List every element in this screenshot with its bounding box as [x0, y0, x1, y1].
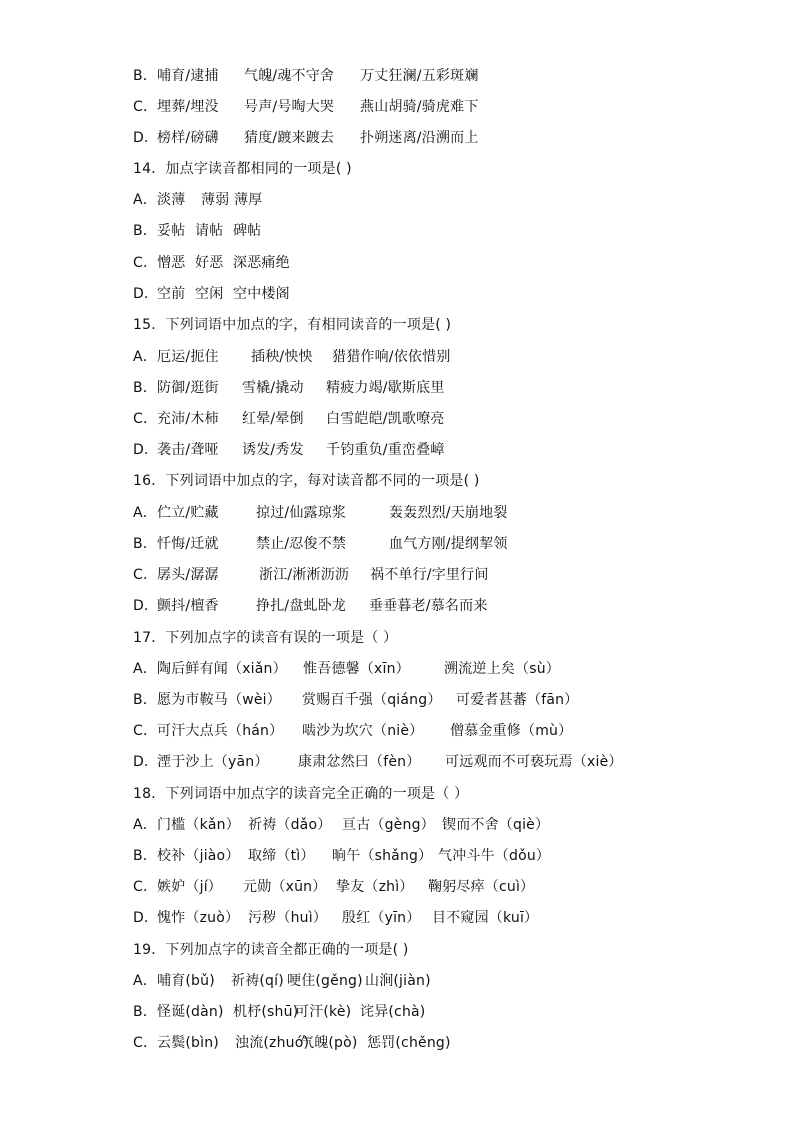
option-item: 防御/逛街: [157, 380, 219, 396]
option-item: 深恶痛绝: [233, 255, 290, 271]
option-item: 妥帖: [157, 223, 186, 239]
option-line: [133, 752, 623, 772]
option-label: C．: [133, 255, 158, 271]
option-line: [133, 409, 445, 429]
question-16: 16．下列词语中加点的字，每对读音都不同的一项是( ): [133, 473, 480, 489]
question-17: 17．下列加点字的读音有误的一项是（ ）: [133, 630, 398, 646]
option-line: [133, 440, 445, 460]
option-line: [133, 877, 535, 897]
option-line: [133, 253, 290, 273]
option-item: 榜样/磅礴: [157, 130, 219, 146]
option-label: D．: [133, 130, 159, 146]
option-item: 厄运/扼住: [157, 349, 219, 365]
question-18: 18．下列词语中加点字的读音完全正确的一项是（ ）: [133, 786, 469, 802]
option-line: [133, 503, 508, 523]
option-line: [133, 908, 539, 928]
option-label: B．: [133, 223, 158, 239]
option-item: 诱发/秀发: [242, 442, 304, 458]
option-label: C．: [133, 99, 158, 115]
option-item: 亘古（gèng）: [342, 817, 435, 833]
option-line: [133, 97, 479, 117]
option-item: 晌午（shǎng）: [332, 848, 433, 864]
option-label: D．: [133, 442, 159, 458]
option-item: 可汗大点兵（hán）: [157, 723, 284, 739]
option-item: 目不窥园（kuī）: [432, 910, 539, 926]
option-item: 请帖: [195, 223, 224, 239]
option-item: 取缔（tì）: [248, 848, 315, 864]
option-label: C．: [133, 723, 158, 739]
option-item: 袭击/聋哑: [157, 442, 219, 458]
option-label: B．: [133, 692, 158, 708]
option-label: C．: [133, 1035, 158, 1051]
option-item: 哽住(gěng): [287, 973, 363, 989]
option-item: 鞠躬尽瘁（cuì）: [428, 879, 535, 895]
option-item: 可汗(kè): [295, 1004, 352, 1020]
option-item: 惟吾德馨（xīn）: [303, 661, 410, 677]
option-item: 猎猎作响/依依惜别: [332, 349, 451, 365]
option-item: 怪诞(dàn): [157, 1004, 224, 1020]
option-item: 溯流逆上矣（sù）: [444, 661, 560, 677]
option-label: C．: [133, 567, 158, 583]
question-19: 19．下列加点字的读音全都正确的一项是( ): [133, 942, 409, 958]
option-item: 薄弱: [201, 192, 230, 208]
option-item: 祈祷（dǎo）: [248, 817, 332, 833]
option-label: B．: [133, 536, 158, 552]
option-label: D．: [133, 286, 159, 302]
option-item: 赏赐百千强（qiáng）: [302, 692, 442, 708]
option-line: [133, 846, 551, 866]
option-item: 哺育(bǔ): [157, 973, 215, 989]
option-item: 嫉妒（jí）: [157, 879, 222, 895]
option-item: 湮于沙上（yān）: [157, 754, 269, 770]
option-item: 啮沙为坎穴（niè）: [302, 723, 424, 739]
option-item: 康肃忿然曰（fèn）: [298, 754, 421, 770]
option-item: 诧异(chà): [360, 1004, 426, 1020]
option-line: [133, 378, 445, 398]
option-item: 哺育/逮捕: [157, 68, 219, 84]
option-item: 空中楼阁: [233, 286, 290, 302]
option-item: 薄厚: [234, 192, 263, 208]
option-line: [133, 347, 451, 367]
option-item: 空前: [157, 286, 186, 302]
option-label: D．: [133, 754, 159, 770]
option-item: 埋葬/埋没: [157, 99, 219, 115]
option-item: 可爱者甚蕃（fān）: [456, 692, 579, 708]
option-item: 校补（jiào）: [157, 848, 240, 864]
option-item: 伫立/贮藏: [157, 505, 219, 521]
option-item: 扑朔迷离/沿溯而上: [360, 130, 479, 146]
option-item: 挣扎/盘虬卧龙: [256, 598, 347, 614]
option-line: [133, 284, 290, 304]
option-label: A．: [133, 661, 157, 677]
option-line: [133, 565, 489, 585]
option-item: 雪橇/撬动: [242, 380, 304, 396]
option-item: 猜度/踱来踱去: [244, 130, 335, 146]
option-item: 浙江/淅淅沥沥: [259, 567, 350, 583]
option-item: 血气方刚/提纲挈领: [389, 536, 508, 552]
option-line: [133, 721, 573, 741]
option-item: 颤抖/檀香: [157, 598, 219, 614]
option-item: 白雪皑皑/凯歌嘹亮: [326, 411, 445, 427]
option-item: 气魄/魂不守舍: [244, 68, 335, 84]
option-item: 燕山胡骑/骑虎难下: [360, 99, 479, 115]
option-item: 空闲: [195, 286, 224, 302]
option-item: 孱头/潺潺: [157, 567, 219, 583]
option-item: 禁止/忍俊不禁: [256, 536, 347, 552]
option-item: 淡薄: [157, 192, 186, 208]
option-item: 山涧(jiàn): [365, 973, 431, 989]
option-item: 锲而不舍（qiè）: [442, 817, 550, 833]
option-label: B．: [133, 68, 158, 84]
option-line: [133, 1033, 451, 1053]
option-item: 惩罚(chěng): [367, 1035, 451, 1051]
option-item: 门槛（kǎn）: [157, 817, 240, 833]
option-label: B．: [133, 380, 158, 396]
option-item: 忏悔/迁就: [157, 536, 219, 552]
option-line: [133, 596, 488, 616]
option-item: 气冲斗牛（dǒu）: [438, 848, 551, 864]
option-item: 号声/号啕大哭: [244, 99, 335, 115]
option-label: A．: [133, 192, 157, 208]
option-item: 陶后鲜有闻（xiǎn）: [157, 661, 287, 677]
option-line: [133, 815, 550, 835]
option-line: [133, 690, 579, 710]
question-15: 15．下列词语中加点的字，有相同读音的一项是( ): [133, 317, 452, 333]
option-item: 元勋（xūn）: [243, 879, 327, 895]
option-item: 掠过/仙露琼浆: [256, 505, 347, 521]
option-label: A．: [133, 973, 157, 989]
option-line: [133, 1002, 426, 1022]
option-line: [133, 659, 560, 679]
question-14: 14．加点字读音都相同的一项是( ): [133, 161, 352, 177]
option-label: C．: [133, 879, 158, 895]
option-item: 殷红（yīn）: [342, 910, 421, 926]
option-label: A．: [133, 349, 157, 365]
option-line: [133, 971, 431, 991]
option-label: B．: [133, 848, 158, 864]
option-item: 红晕/晕倒: [242, 411, 304, 427]
option-item: 憎恶: [157, 255, 186, 271]
option-item: 祈祷(qí): [231, 973, 284, 989]
option-item: 机杼(shū): [233, 1004, 299, 1020]
option-item: 精疲力竭/歇斯底里: [326, 380, 445, 396]
option-item: 愧怍（zuò）: [157, 910, 240, 926]
option-line: [133, 221, 262, 241]
option-item: 云鬓(bìn): [157, 1035, 219, 1051]
option-item: 插秧/怏怏: [251, 349, 313, 365]
option-item: 挚友（zhì）: [336, 879, 414, 895]
option-label: C．: [133, 411, 158, 427]
option-item: 愿为市鞍马（wèi）: [157, 692, 281, 708]
option-item: 千钧重负/重峦叠嶂: [326, 442, 445, 458]
option-label: D．: [133, 598, 159, 614]
option-label: B．: [133, 1004, 158, 1020]
option-item: 好恶: [195, 255, 224, 271]
option-line: [133, 128, 479, 148]
option-item: 垂垂暮老/慕名而来: [369, 598, 488, 614]
option-item: 浊流(zhuó): [235, 1035, 310, 1051]
option-item: 碑帖: [233, 223, 262, 239]
option-line: [133, 66, 479, 86]
option-item: 万丈狂澜/五彩斑斓: [360, 68, 479, 84]
option-item: 祸不单行/字里行间: [370, 567, 489, 583]
option-label: D．: [133, 910, 159, 926]
option-item: 可远观而不可亵玩焉（xiè）: [445, 754, 623, 770]
option-line: [133, 190, 263, 210]
option-item: 充沛/木柿: [157, 411, 219, 427]
option-label: A．: [133, 817, 157, 833]
option-item: 气魄(pò): [300, 1035, 358, 1051]
option-label: A．: [133, 505, 157, 521]
option-item: 僧慕金重修（mù）: [450, 723, 573, 739]
option-line: [133, 534, 508, 554]
option-item: 轰轰烈烈/天崩地裂: [389, 505, 508, 521]
option-item: 污秽（huì）: [248, 910, 328, 926]
